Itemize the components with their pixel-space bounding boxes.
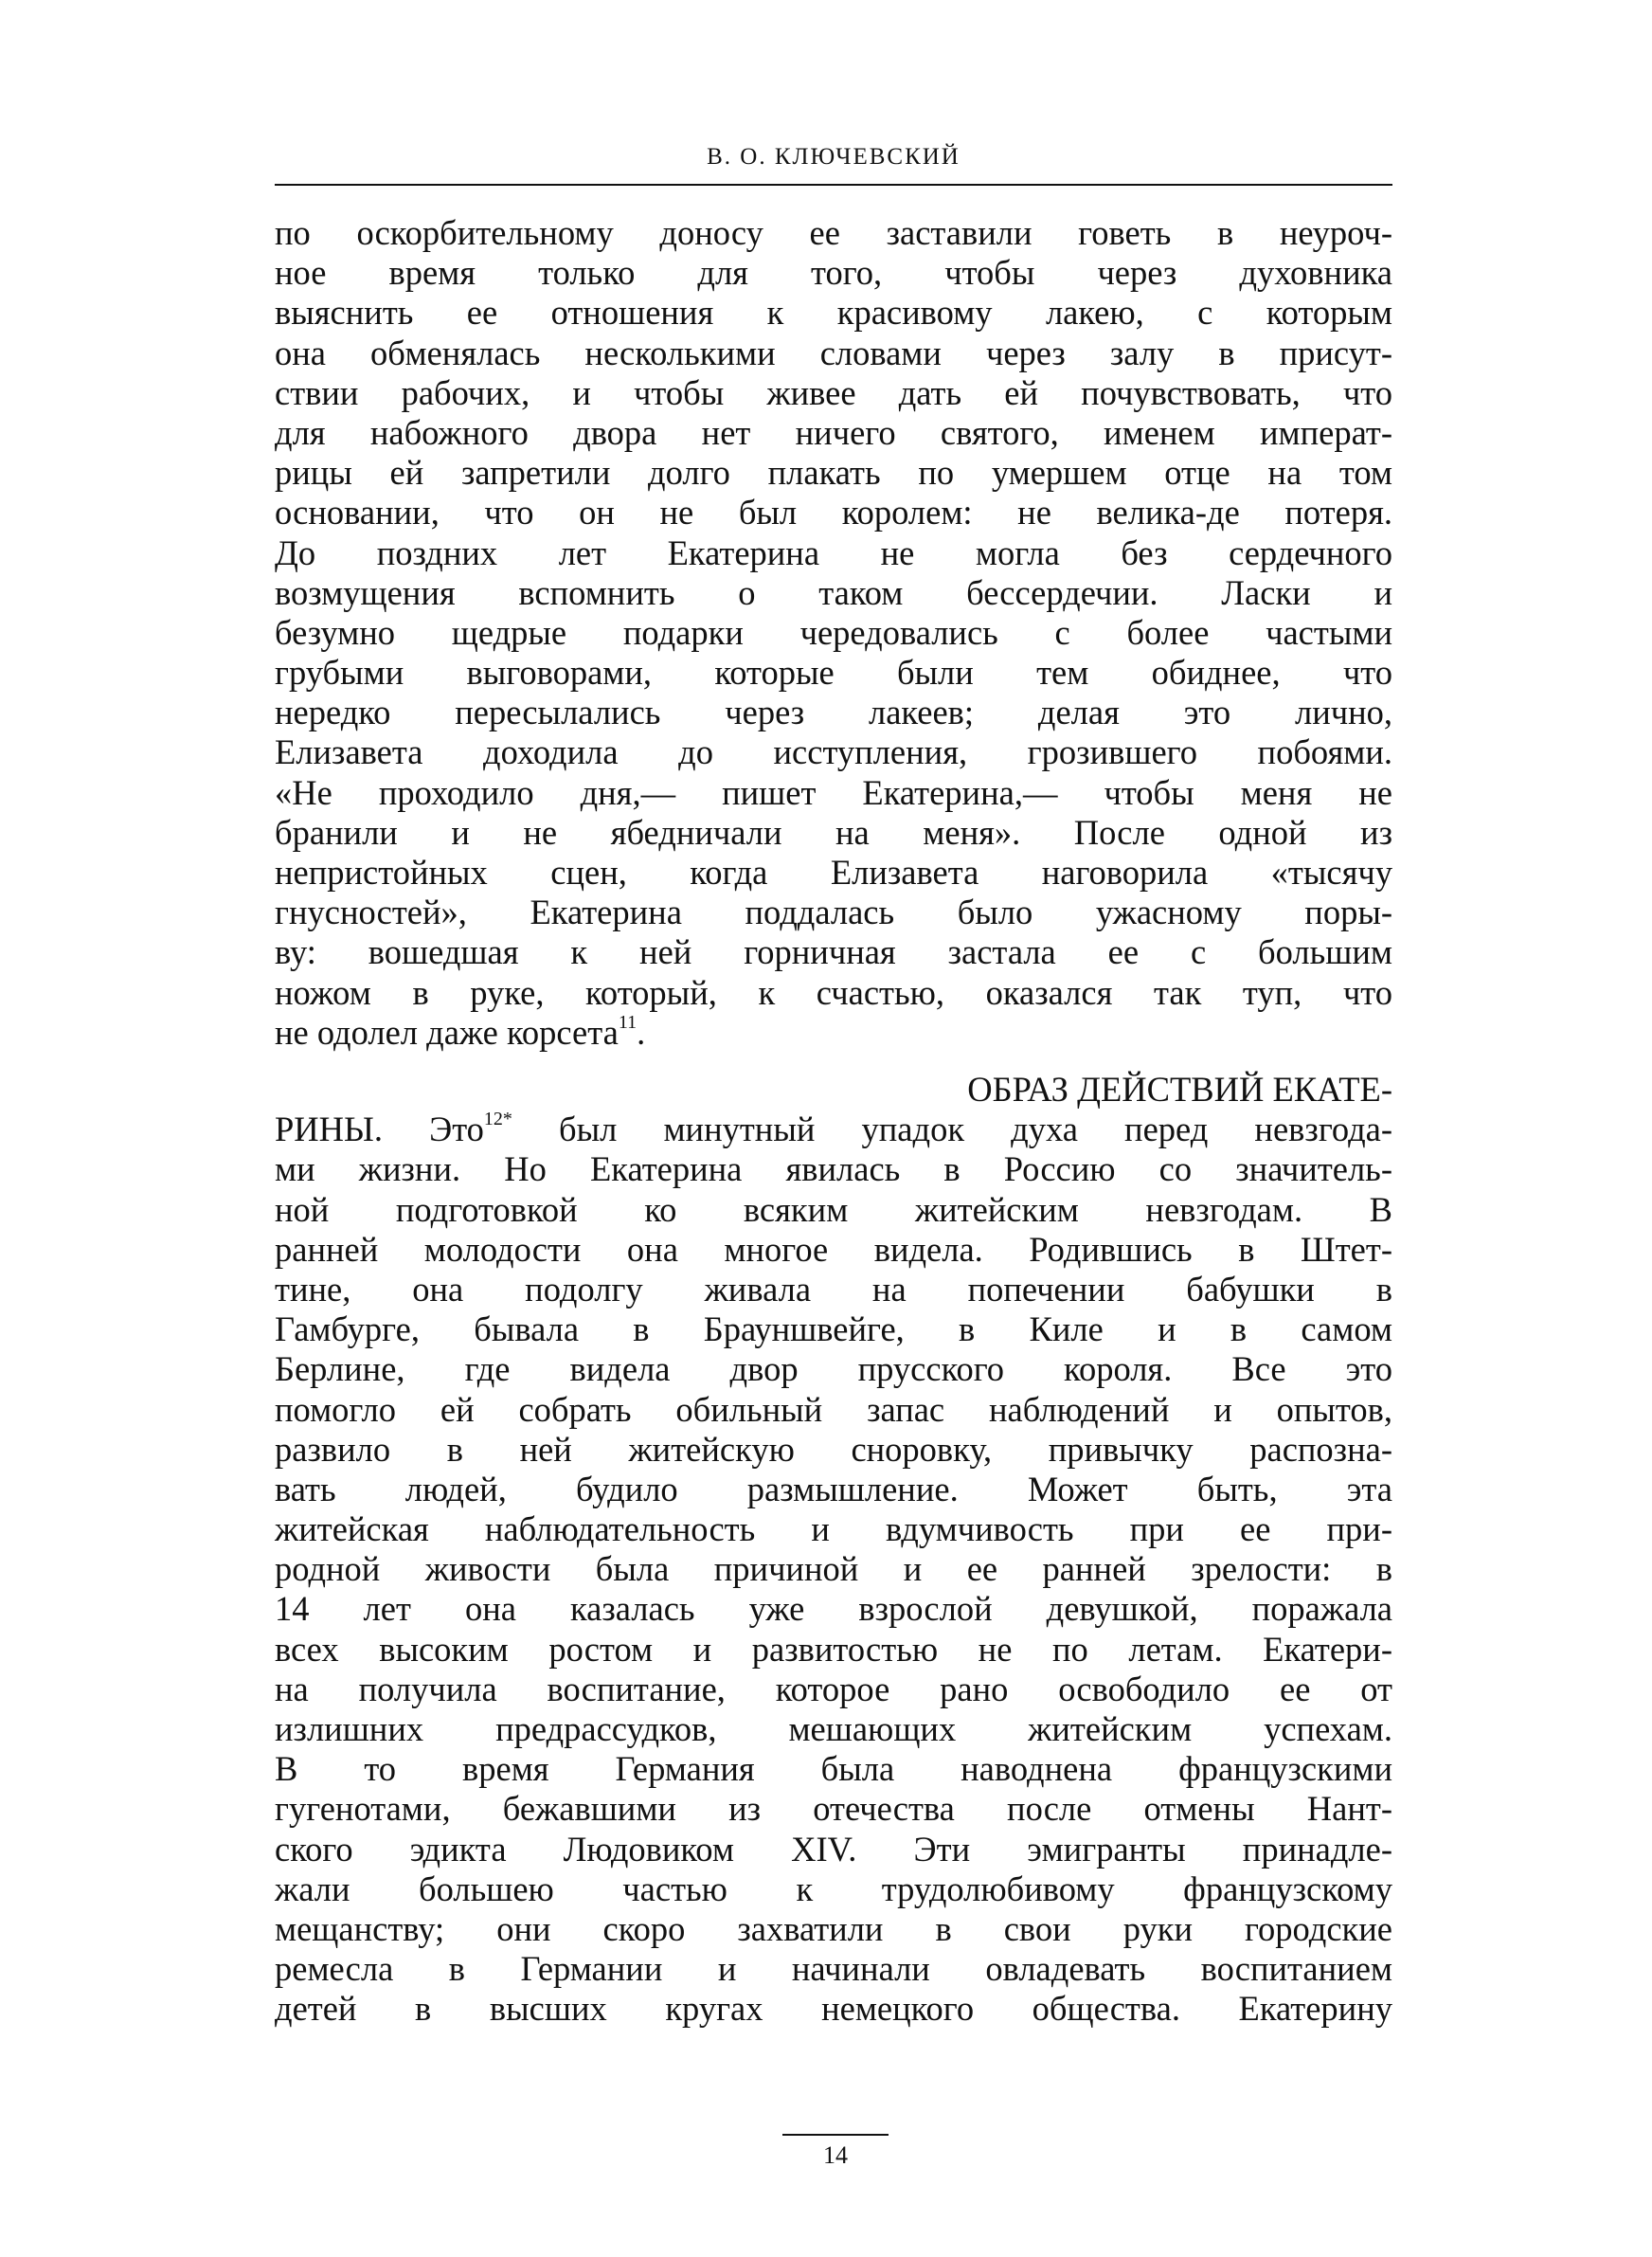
text-line: гугенотами, бежавшими из отечества после отмены Нант- xyxy=(275,1789,1392,1829)
text-line: нередко пересылались через лакеев; делая это лично, xyxy=(275,693,1392,732)
text-line: Гамбурге, бывала в Брауншвейге, в Киле и в самом xyxy=(275,1309,1392,1349)
text-line: помогло ей собрать обильный запас наблюдений и опытов, xyxy=(275,1389,1392,1429)
text-line: ми жизни. Но Екатерина явилась в Россию со значитель- xyxy=(275,1149,1392,1189)
text-line: безумно щедрые подарки чередовались с более частыми xyxy=(275,612,1392,652)
text-line: возмущения вспомнить о таком бессердечии. Ласки и xyxy=(275,572,1392,612)
text-line: на получила воспитание, которое рано освободило ее от xyxy=(275,1669,1392,1708)
text-line: всех высоким ростом и развитостью не по летам. Екатери- xyxy=(275,1629,1392,1669)
text-line: ствии рабочих, и чтобы живее дать ей почувствовать, что xyxy=(275,372,1392,412)
text-line: родной живости была причиной и ее ранней зрелости: в xyxy=(275,1549,1392,1589)
page-number: 14 xyxy=(823,2141,848,2169)
text-line: гнусностей», Екатерина поддалась было ужасному поры- xyxy=(275,893,1392,932)
text-line: бранили и не ябедничали на меня». После одной из xyxy=(275,812,1392,852)
line-end: . xyxy=(637,1012,646,1052)
text-line: ранней молодости она многое видела. Родившись в Штет- xyxy=(275,1229,1392,1269)
text-line: ное время только для того, чтобы через духовника xyxy=(275,253,1392,293)
text-line: грубыми выговорами, которые были тем обиднее, что xyxy=(275,653,1392,693)
text-line: ной подготовкой ко всяким житейским невзгодам. В xyxy=(275,1189,1392,1229)
text-line: ремесла в Германии и начинали овладевать воспитанием xyxy=(275,1949,1392,1989)
footer-rule xyxy=(782,2134,889,2136)
text-line: по оскорбительному доносу ее заставили говеть в неуроч- xyxy=(275,213,1392,252)
section-heading-end: РИНЫ. xyxy=(275,1110,383,1149)
text-line: основании, что он не был королем: не велика-де потеря. xyxy=(275,493,1392,533)
text-line: ву: вошедшая к ней горничная застала ее с большим xyxy=(275,932,1392,972)
text-line: выяснить ее отношения к красивому лакею, с которым xyxy=(275,293,1392,333)
text-line: «Не проходило дня,— пишет Екатерина,— чтобы меня не xyxy=(275,772,1392,812)
text-line: рицы ей запретили долго плакать по умершем отце на том xyxy=(275,453,1392,493)
section-heading-line xyxy=(275,1110,1392,1149)
footnote-ref-11[interactable]: 11 xyxy=(618,1011,637,1033)
text-line: непристойных сцен, когда Елизавета наговорила «тысячу xyxy=(275,853,1392,892)
text-line: детей в высших кругах немецкого общества. Екатерину xyxy=(275,1989,1392,2029)
text-line-last xyxy=(275,1013,1392,1053)
text-line: развило в ней житейскую сноровку, привычку распозна- xyxy=(275,1429,1392,1469)
text-line: мещанству; они скоро захватили в свои руки городские xyxy=(275,1908,1392,1948)
text-line: тине, она подолгу живала на попечении бабушки в xyxy=(275,1269,1392,1309)
running-head: В. О. КЛЮЧЕВСКИЙ xyxy=(707,144,961,170)
text-line: В то время Германия была наводнена французскими xyxy=(275,1749,1392,1789)
text-line: ножом в руке, который, к счастью, оказался так туп, что xyxy=(275,972,1392,1012)
text-line: ского эдикта Людовиком XIV. Эти эмигранты принадле- xyxy=(275,1829,1392,1869)
header-rule xyxy=(275,184,1392,186)
text-fragment: Это xyxy=(429,1110,484,1149)
text-line: излишних предрассудков, мешающих житейским успехам. xyxy=(275,1709,1392,1748)
text-line: жали большею частью к трудолюбивому французскому xyxy=(275,1869,1392,1908)
text-line: Берлине, где видела двор прусского короля. Все это xyxy=(275,1349,1392,1389)
section-heading: ОБРАЗ ДЕЙСТВИЙ ЕКАТЕ- xyxy=(967,1070,1392,1109)
text-line: 14 лет она казалась уже взрослой девушкой, поражала xyxy=(275,1589,1392,1629)
text-line: вать людей, будило размышление. Может быть, эта xyxy=(275,1469,1392,1508)
text-fragment: был минутный упадок духа перед невзгода- xyxy=(559,1110,1393,1149)
text-line: она обменялась несколькими словами через залу в присут- xyxy=(275,333,1392,372)
paragraph-2 xyxy=(275,1070,1392,2030)
footnote-ref-12[interactable]: 12* xyxy=(483,1109,512,1130)
text-line: житейская наблюдательность и вдумчивость при ее при- xyxy=(275,1509,1392,1549)
text-line: для набожного двора нет ничего святого, именем императ- xyxy=(275,412,1392,452)
line-text: не одолел даже корсета xyxy=(275,1012,619,1052)
paragraph-1 xyxy=(275,213,1392,1053)
text-line: До поздних лет Екатерина не могла без сердечного xyxy=(275,533,1392,572)
text-line: Елизавета доходила до исступления, грозившего побоями. xyxy=(275,732,1392,772)
